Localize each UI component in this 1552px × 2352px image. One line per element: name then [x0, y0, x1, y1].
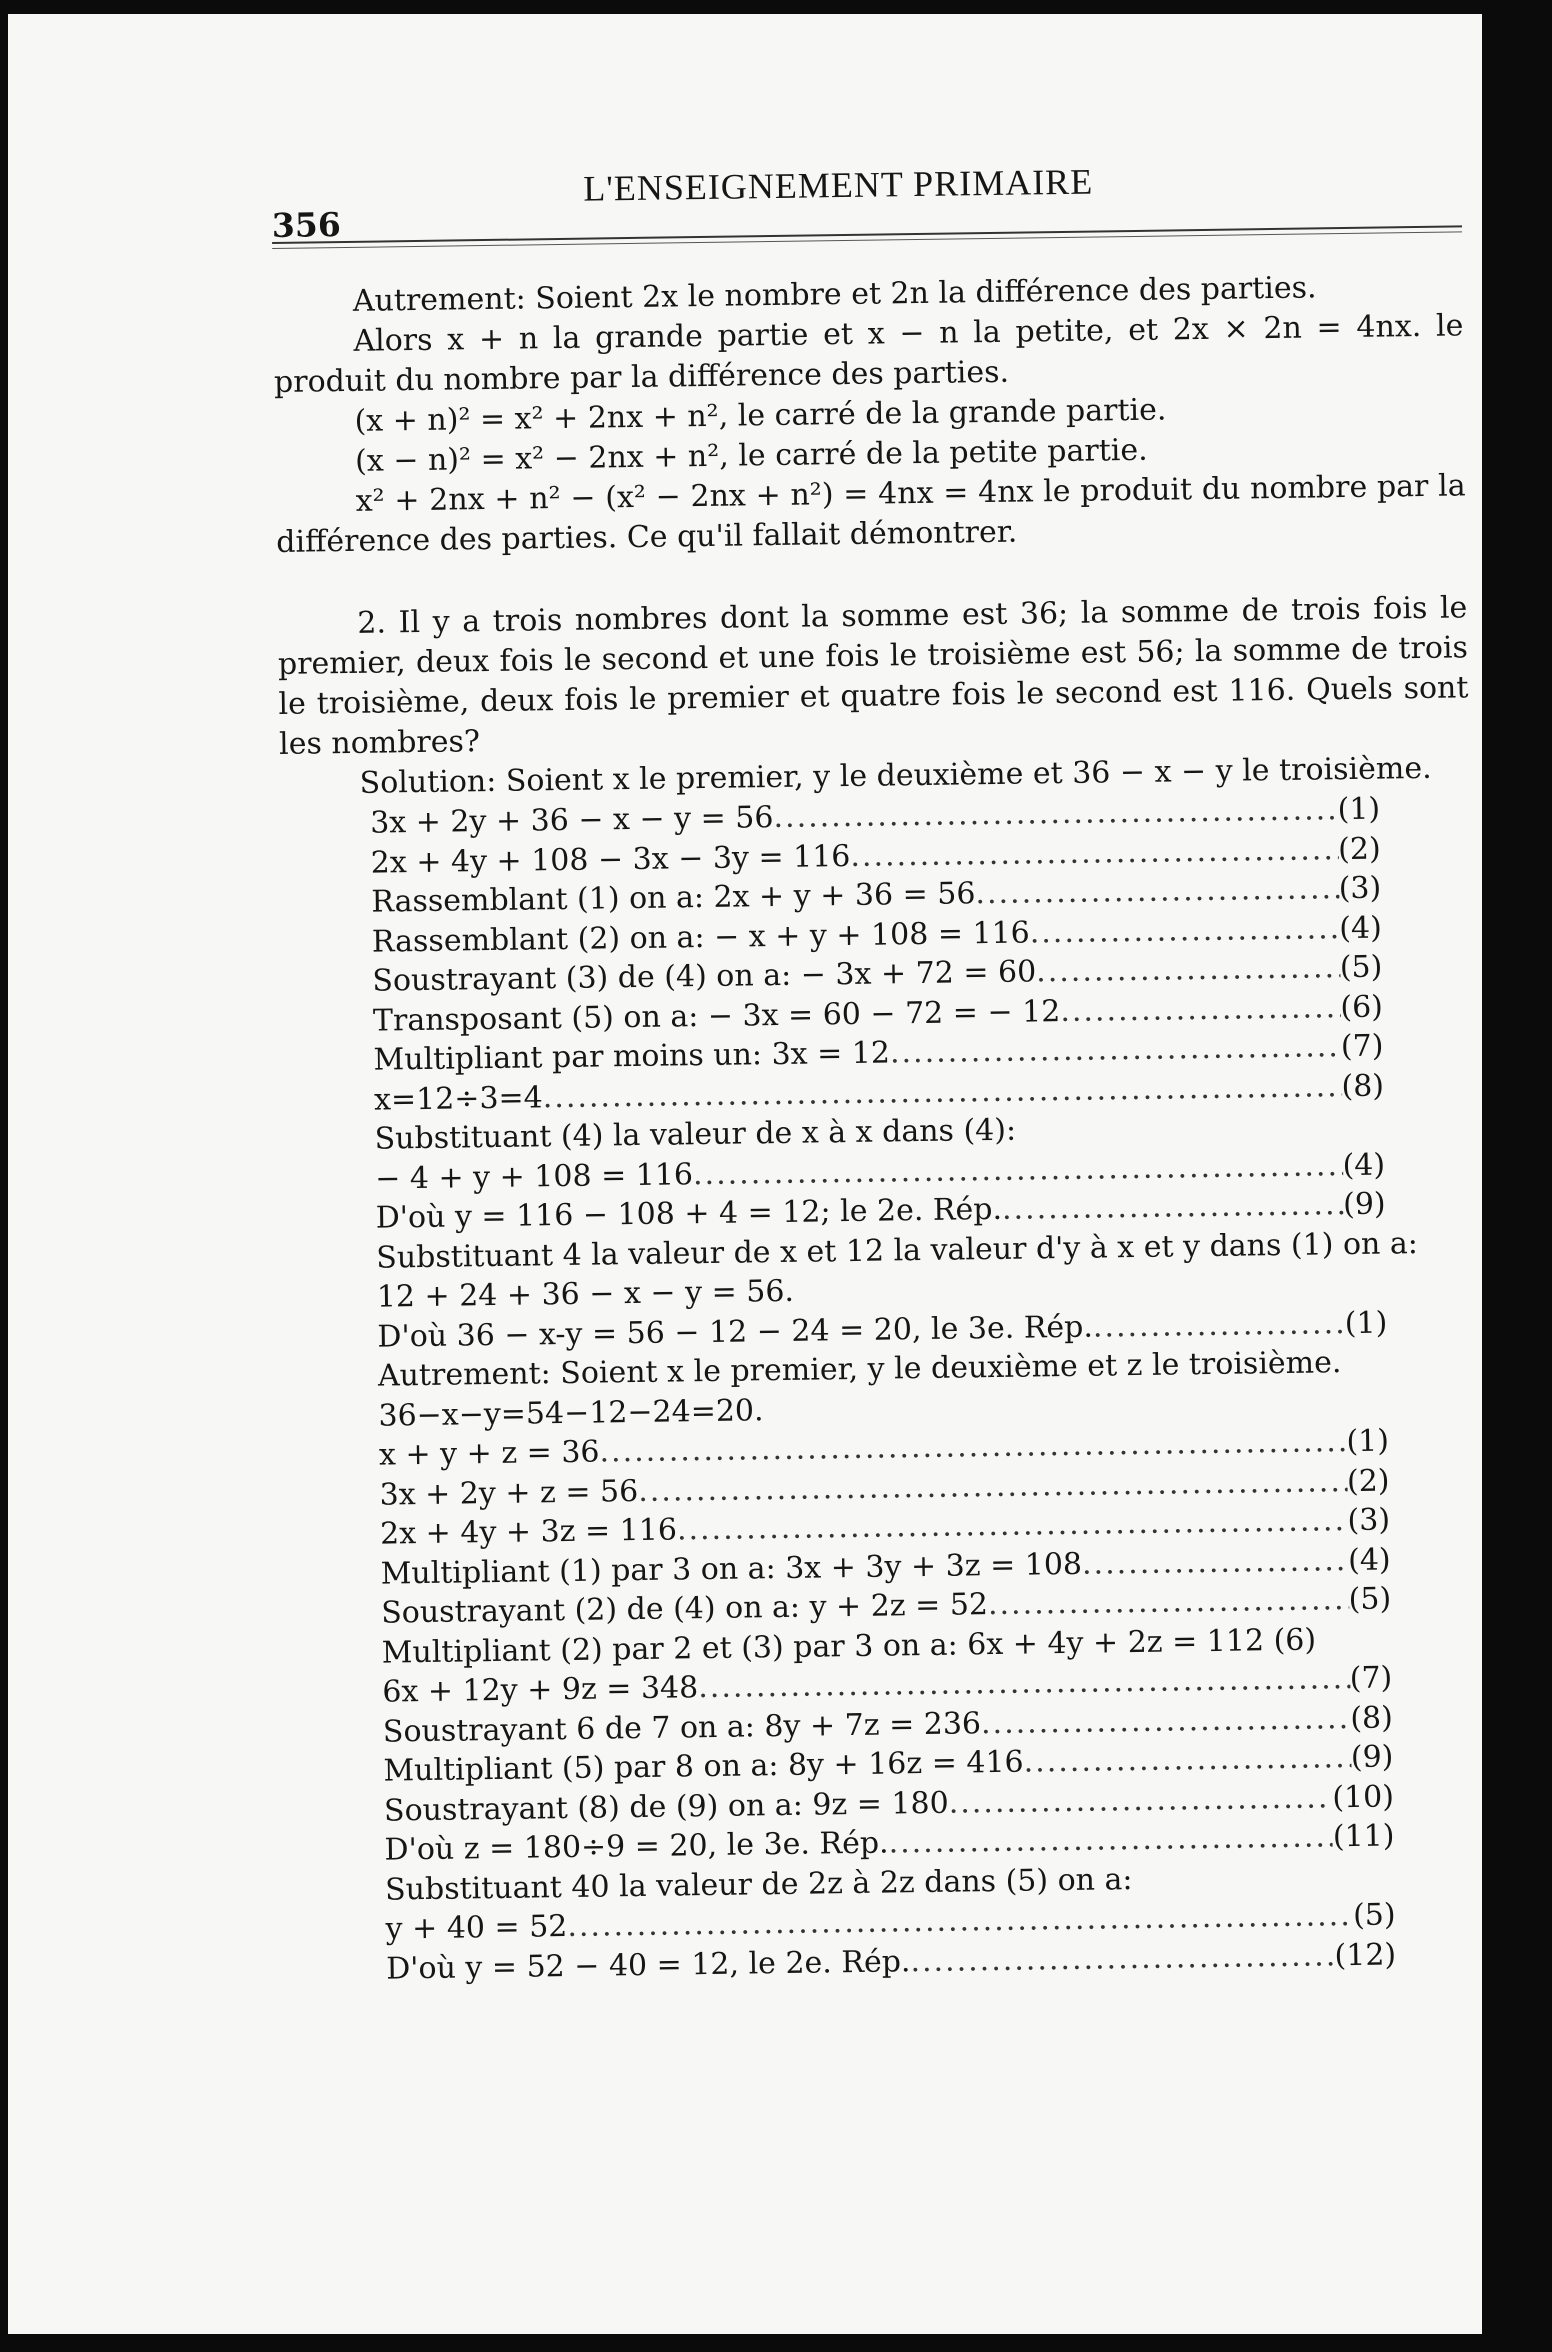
equation-text: 36−x−y=54−12−24=20.: [378, 1392, 764, 1434]
dot-leader: [1016, 1135, 1384, 1140]
equation-number: (4): [1339, 910, 1383, 946]
dot-leader: [1133, 1885, 1396, 1889]
paragraph: Alors x + n la grande partie et x − n la petite, et 2x × 2n = 4nx. le produit du nombre par la différence des parties.: [273, 308, 1464, 400]
equation-text: y + 40 = 52: [385, 1909, 568, 1947]
equation-number: (9): [1350, 1739, 1394, 1776]
equation-number: (6): [1340, 989, 1384, 1025]
equation-text: Rassemblant (1) on a: 2x + y + 36 = 56: [371, 876, 976, 920]
equation-text: Substituant 40 la valeur de 2z à 2z dans (5) on a:: [384, 1861, 1133, 1908]
equation-number: (11): [1332, 1818, 1395, 1855]
dot-leader: [890, 1027, 1342, 1073]
dot-leader: [981, 1699, 1351, 1744]
page-number: 356: [271, 205, 342, 245]
equation-number: (12): [1334, 1936, 1397, 1973]
dot-leader: [888, 1817, 1333, 1863]
equation-text: D'où y = 116 − 108 + 4 = 12; le 2e. Rép.: [375, 1191, 1003, 1236]
equation-list: [280, 788, 1486, 1989]
equation-text: Autrement: Soient x le premier, y le deuxième et z le troisième.: [377, 1345, 1342, 1394]
equation-text: 3x + 2y + z = 56: [379, 1473, 639, 1513]
dot-leader: [910, 1936, 1335, 1981]
equation-number: (2): [1337, 831, 1381, 867]
equation-text: D'où 36 − x-y = 56 − 12 − 24 = 20, le 3e. Rép.: [377, 1309, 1094, 1355]
equation-text: Rassemblant (2) on a: − x + y + 108 = 116: [371, 914, 1030, 960]
equation-text: 3x + 2y + 36 − x − y = 56: [369, 800, 774, 841]
dot-leader: [794, 1293, 1387, 1301]
equation-text: Soustrayant (2) de (4) on a: y + 2z = 52: [380, 1587, 989, 1631]
problem-statement: 2. Il y a trois nombres dont la somme est 36; la somme de trois fois le premier, deux fois le second et une fois le troisième est 56; la somme de trois le troisième, deux fois le premier et quatre fois le second est 116. Quels sont les nombres?: [277, 590, 1469, 762]
equation-text: Multipliant (2) par 2 et (3) par 3 on a: 6x + 4y + 2z = 112 (6): [381, 1622, 1317, 1671]
dot-leader: [1093, 1304, 1345, 1347]
equation-number: (1): [1337, 791, 1381, 828]
equation-text: 2x + 4y + 108 − 3x − 3y = 116: [370, 838, 851, 881]
page-content: [271, 147, 1486, 1989]
equation-text: 2x + 4y + 3z = 116: [379, 1512, 678, 1552]
dot-leader: [1316, 1648, 1392, 1649]
dot-leader: [764, 1411, 1389, 1420]
equation-number: (10): [1332, 1778, 1395, 1815]
paragraph: (x + n)² = x² + 2nx + n², le carré de la grande partie.: [354, 392, 1167, 439]
equation-text: D'où z = 180÷9 = 20, le 3e. Rép.: [384, 1825, 889, 1868]
equation-text: x + y + z = 36: [378, 1434, 600, 1473]
book-page: [8, 14, 1512, 2334]
equation-text: Soustrayant (8) de (9) on a: 9z = 180: [383, 1785, 949, 1829]
equation-text: D'où y = 52 − 40 = 12, le 2e. Rép.: [385, 1943, 911, 1987]
equation-text: Soustrayant 6 de 7 on a: 8y + 7z = 236: [382, 1705, 982, 1750]
dot-leader: [1060, 988, 1341, 1031]
equation-number: (4): [1342, 1147, 1386, 1183]
equation-text: − 4 + y + 108 = 116: [374, 1156, 694, 1197]
paragraph: x² + 2nx + n² − (x² − 2nx + n²) = 4nx = 4nx le produit du nombre par la différence des parties. Ce qu'il fallait démontrer.: [276, 468, 1466, 560]
equation-number: (3): [1347, 1502, 1391, 1539]
equation-text: 12 + 24 + 36 − x − y = 56.: [376, 1273, 795, 1315]
paragraph: (x − n)² = x² − 2nx + n², le carré de la petite partie.: [354, 432, 1148, 479]
equation-number: (1): [1346, 1423, 1390, 1460]
dot-leader: [1342, 1372, 1388, 1373]
equation-number: (8): [1341, 1068, 1385, 1104]
equation-number: (1): [1344, 1305, 1388, 1341]
equation-text: Substituant (4) la valeur de x à x dans (4):: [374, 1112, 1017, 1157]
dot-leader: [1029, 909, 1339, 953]
equation-text: 6x + 12y + 9z = 348: [382, 1670, 699, 1710]
equation-number: (5): [1352, 1897, 1396, 1934]
dot-leader: [1002, 1185, 1344, 1229]
dot-leader: [1082, 1541, 1349, 1584]
equation-number: (7): [1340, 1028, 1384, 1065]
equation-text: Multipliant par moins un: 3x = 12: [373, 1035, 891, 1078]
equation-text: Soustrayant (3) de (4) on a: − 3x + 72 = 60: [372, 954, 1037, 999]
dot-leader: [1023, 1738, 1351, 1782]
running-header: [271, 147, 1462, 245]
equation-number: (5): [1348, 1581, 1392, 1618]
dot-leader: [988, 1580, 1349, 1625]
dot-leader: [850, 830, 1338, 876]
equation-number: (8): [1350, 1699, 1394, 1736]
paragraph: Autrement: Soient 2x le nombre et 2n la différence des parties.: [352, 270, 1317, 319]
equation-number: (3): [1338, 870, 1382, 907]
equation-number: (7): [1349, 1660, 1393, 1697]
solution-intro: Solution: Soient x le premier, y le deuxième et 36 − x − y le troisième.: [359, 750, 1432, 801]
equation-text: Substituant 4 la valeur de x et 12 la valeur d'y à x et y dans (1) on a:: [376, 1225, 1419, 1276]
dot-leader: [1036, 948, 1340, 992]
equation-number: (5): [1339, 949, 1383, 986]
dot-leader: [948, 1778, 1332, 1823]
equation-text: x=12÷3=4: [373, 1079, 543, 1118]
equation-number: (4): [1347, 1542, 1391, 1578]
equation-number: (9): [1342, 1186, 1386, 1223]
dot-leader: [975, 869, 1339, 914]
equation-text: Multipliant (1) par 3 on a: 3x + 3y + 3z = 108: [380, 1546, 1083, 1592]
scan-edge: [1482, 14, 1512, 2334]
equation-number: (2): [1346, 1463, 1390, 1499]
equation-text: Multipliant (5) par 8 on a: 8y + 16z = 416: [383, 1744, 1024, 1789]
equation-text: Transposant (5) on a: − 3x = 60 − 72 = − 12: [372, 993, 1061, 1039]
running-title: L'ENSEIGNEMENT PRIMAIRE: [583, 161, 1094, 209]
